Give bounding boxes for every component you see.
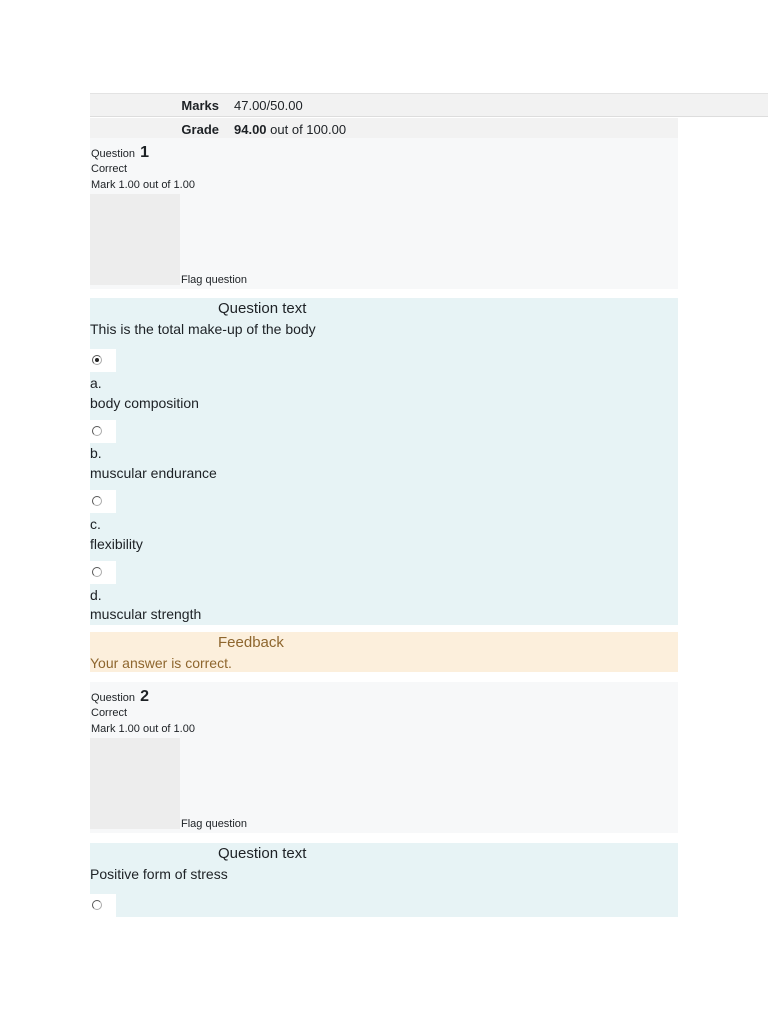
question-state: Correct: [91, 163, 128, 175]
flag-icon[interactable]: [90, 194, 180, 285]
question-1-content: [90, 298, 678, 625]
grade-score: 94.00: [234, 121, 267, 137]
marks-label: Marks: [181, 97, 219, 113]
marks-row: [90, 93, 768, 117]
option-a-text[interactable]: body composition: [90, 395, 199, 411]
option-a-radio[interactable]: [90, 349, 116, 372]
option-b-radio[interactable]: [90, 420, 116, 443]
question-1-info: [90, 138, 678, 289]
radio-icon: [92, 567, 102, 577]
question-text: Positive form of stress: [90, 866, 228, 882]
radio-checked-icon: [92, 355, 102, 365]
option-a-radio[interactable]: [90, 894, 116, 917]
feedback-text: Your answer is correct.: [90, 655, 232, 671]
quiz-summary: [90, 93, 768, 141]
option-c-text[interactable]: flexibility: [90, 536, 143, 552]
question-1-feedback: [90, 632, 678, 672]
question-2-content: [90, 843, 678, 917]
question-text-heading: Question text: [218, 845, 307, 862]
option-a-letter: a.: [90, 375, 102, 391]
question-text: This is the total make-up of the body: [90, 321, 316, 337]
question-number: Question 1: [91, 144, 149, 161]
question-state: Correct: [91, 707, 128, 719]
question-text-heading: Question text: [218, 300, 307, 317]
grade-label: Grade: [181, 121, 219, 137]
feedback-heading: Feedback: [218, 634, 284, 651]
radio-icon: [92, 900, 102, 910]
flag-question-link[interactable]: Flag question: [181, 818, 248, 830]
option-d-radio[interactable]: [90, 561, 116, 584]
grade-out-of: out of 100.00: [266, 121, 347, 137]
grade-value: [234, 122, 346, 137]
marks-value: 47.00/50.00: [234, 97, 303, 113]
option-d-text[interactable]: muscular strength: [90, 606, 202, 622]
question-mark: Mark 1.00 out of 1.00: [91, 723, 195, 735]
question-2-info: [90, 682, 678, 833]
radio-icon: [92, 426, 102, 436]
flag-question-link[interactable]: Flag question: [181, 274, 248, 286]
radio-icon: [92, 496, 102, 506]
option-b-text[interactable]: muscular endurance: [90, 465, 217, 481]
question-mark: Mark 1.00 out of 1.00: [91, 179, 195, 191]
option-d-letter: d.: [90, 587, 102, 603]
question-number: Question 2: [91, 688, 149, 705]
option-c-radio[interactable]: [90, 490, 116, 513]
flag-icon[interactable]: [90, 738, 180, 829]
option-c-letter: c.: [90, 516, 101, 532]
option-b-letter: b.: [90, 445, 102, 461]
